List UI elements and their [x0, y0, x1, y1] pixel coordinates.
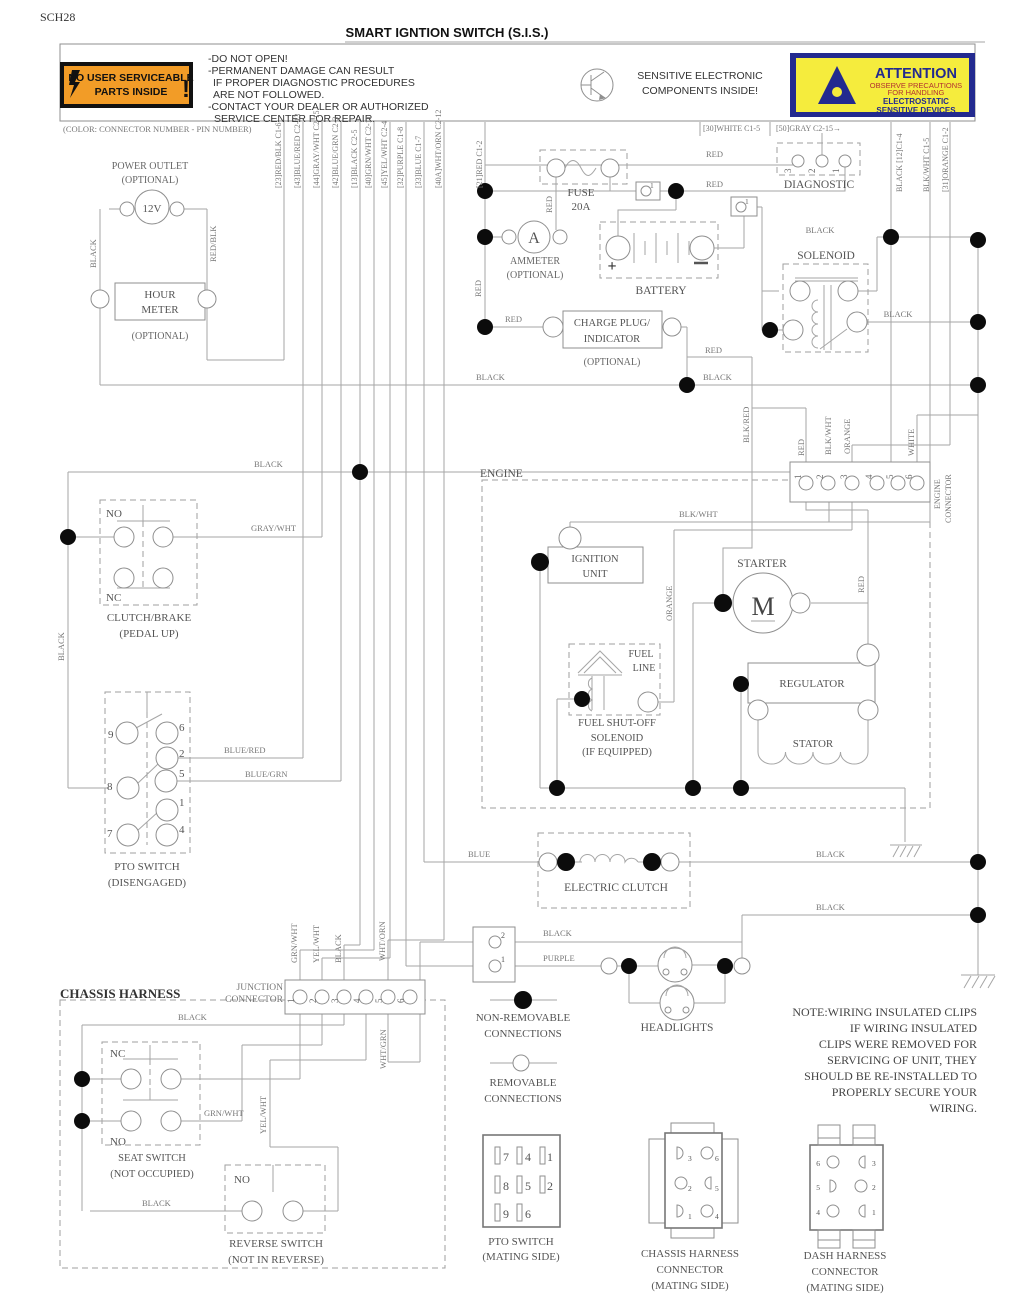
note-block: [792, 1005, 977, 1115]
pto-mating-label: PTO SWITCH: [488, 1236, 554, 1248]
charge-plug-label: INDICATOR: [583, 334, 641, 345]
no-user-serviceable-badge: [60, 62, 194, 108]
contact-label: NC: [110, 1048, 126, 1060]
pin-number: 1: [793, 474, 803, 479]
note-line: SERVICING OF UNIT, THEY: [827, 1053, 977, 1067]
electric-clutch-label: ELECTRIC CLUTCH: [564, 882, 668, 894]
attention-title: ATTENTION: [875, 66, 957, 82]
wire-label: [32]PURPLE C1-8: [396, 126, 405, 188]
pin-number: 6: [179, 722, 185, 734]
wire-label: [40A]WHT/ORN C2-12: [434, 109, 443, 188]
chassis-harness-title: CHASSIS HARNESS: [60, 986, 181, 1001]
contact-label: NO: [234, 1174, 250, 1186]
wire-label: WHT/GRN: [378, 1029, 388, 1069]
wire-label: [23]RED/BLK C1-6: [274, 122, 283, 188]
legend-label: CONNECTIONS: [484, 1028, 562, 1040]
wire-label: [50]GRAY C2-15→: [776, 124, 841, 133]
chassis-connector-sub: (MATING SIDE): [651, 1280, 729, 1292]
diagnostic-connector: [783, 168, 854, 191]
esd-hand-icon: [832, 87, 842, 97]
junction-connector-label: JUNCTION: [236, 983, 283, 993]
seat-switch-label: SEAT SWITCH: [118, 1153, 186, 1164]
legend-label: NON-REMOVABLE: [475, 1012, 571, 1024]
attention-label: [790, 53, 975, 117]
pin-number: 6: [525, 1207, 531, 1221]
dash-connector-sub: (MATING SIDE): [806, 1282, 884, 1294]
hour-meter-label: METER: [141, 304, 179, 316]
wire-label: GRN/WHT: [204, 1108, 244, 1118]
page-title: SMART IGNTION SWITCH (S.I.S.): [345, 25, 549, 40]
fuse-rating: 20A: [571, 201, 591, 213]
wire-label: BLACK: [703, 372, 732, 382]
pin-number: 5: [525, 1179, 531, 1193]
wire-label: BLACK: [142, 1198, 171, 1208]
pin-number: 5: [816, 1183, 820, 1192]
wire-label: BLACK: [476, 372, 505, 382]
legend-label: REMOVABLE: [489, 1077, 557, 1089]
wire-label: BLACK: [816, 902, 845, 912]
fuel-line-label: FUEL: [628, 649, 654, 660]
pin-number: 3: [872, 1159, 876, 1168]
seat-switch-sub: (NOT OCCUPIED): [110, 1169, 194, 1180]
attention-sub4: SENSITIVE DEVICES: [876, 106, 956, 115]
wire-label: RED: [796, 439, 806, 456]
pin-number: 2: [547, 1179, 553, 1193]
note-line: WIRING.: [929, 1101, 977, 1115]
warning-line: ARE NOT FOLLOWED.: [213, 89, 325, 101]
warning-panel: [60, 44, 975, 125]
sheet-id: SCH28: [40, 10, 76, 24]
pin-number: 5: [885, 474, 895, 479]
wire-label: BLUE/RED: [224, 745, 266, 755]
power-outlet-sub: (OPTIONAL): [121, 175, 179, 186]
wire-label: [31]ORANGE C1-2: [941, 127, 950, 192]
note-line: IF WIRING INSULATED: [849, 1021, 977, 1035]
wire-label: [13]BLACK C2-5: [350, 129, 359, 188]
pin-number: 1: [872, 1208, 876, 1217]
wire-label: BLACK: [254, 459, 283, 469]
stator-label: STATOR: [792, 738, 834, 750]
warning-line: -CONTACT YOUR DEALER OR AUTHORIZED: [208, 101, 429, 113]
dash-harness-connector: [804, 1125, 887, 1294]
reverse-switch-label: REVERSE SWITCH: [229, 1238, 323, 1250]
wire-label: RED: [705, 345, 722, 355]
wire-label: RED/BLK: [208, 225, 218, 262]
ammeter-sub: (OPTIONAL): [506, 270, 564, 281]
wire-label: BLUE/GRN: [245, 769, 288, 779]
pin-number: 9: [503, 1207, 509, 1221]
ignition-unit-label: UNIT: [582, 569, 608, 580]
clutch-brake-sub: (PEDAL UP): [119, 628, 179, 640]
attention-sub1: OBSERVE PRECAUTIONS: [869, 81, 963, 90]
wire-label: YEL/WHT: [311, 924, 321, 963]
ammeter-symbol: A: [528, 230, 540, 247]
contact-label: NO: [106, 508, 122, 520]
sensitive-line1: SENSITIVE ELECTRONIC: [637, 70, 763, 82]
engine-connector-label: CONNECTOR: [944, 474, 953, 523]
wire-label: GRAY/WHT: [251, 523, 297, 533]
seat-switch: [110, 1048, 194, 1180]
wire-label: [30]WHITE C1-5: [703, 124, 761, 133]
note-line: NOTE:WIRING INSULATED CLIPS: [792, 1005, 977, 1019]
wire-label: [21]RED C1-2: [475, 140, 484, 188]
pin-number: 1: [688, 1212, 692, 1221]
pin-number: 5: [715, 1184, 719, 1193]
warning-line: -DO NOT OPEN!: [208, 53, 288, 65]
contact-label: NC: [106, 592, 122, 604]
wire-label: BLACK: [543, 928, 572, 938]
wire-label: [44]GRAY/WHT C2-15: [312, 110, 321, 188]
pin-number: 1: [745, 197, 749, 206]
wire-label: PURPLE: [543, 953, 575, 963]
wire-label: RED: [473, 280, 483, 297]
pin-number: 5: [179, 768, 185, 780]
pin-number: 1: [831, 168, 841, 173]
dash-connector-label: DASH HARNESS: [803, 1250, 887, 1262]
pin-number: 6: [715, 1154, 719, 1163]
wire-label: [33]BLUE C1-7: [414, 135, 423, 188]
pin-number: 1: [547, 1150, 553, 1164]
pto-switch-sub: (DISENGAGED): [107, 877, 187, 889]
hour-meter-label: HOUR: [144, 289, 176, 301]
power-outlet-label: POWER OUTLET: [111, 161, 189, 172]
attention-sub3: ELECTROSTATIC: [883, 97, 949, 106]
fuel-shutoff-label: FUEL SHUT-OFF: [578, 718, 656, 729]
pin-number: 3: [783, 168, 793, 173]
note-line: CLIPS WERE REMOVED FOR: [818, 1037, 977, 1051]
regulator-label: REGULATOR: [779, 678, 845, 690]
wire-label: BLACK: [333, 934, 343, 963]
battery-label: BATTERY: [635, 285, 687, 297]
starter-symbol: M: [751, 592, 775, 621]
starter-label: STARTER: [737, 558, 787, 570]
engine-box: [482, 480, 930, 808]
wire-label: BLACK [12]C1-4: [895, 133, 904, 192]
pin-number: 6: [396, 998, 406, 1003]
warning-line: -PERMANENT DAMAGE CAN RESULT: [208, 65, 395, 77]
wire-label: [42]BLUE/GRN C2-3: [331, 116, 340, 188]
reverse-switch-sub: (NOT IN REVERSE): [228, 1254, 324, 1266]
wire-label: RED: [856, 576, 866, 593]
pin-number: 7: [503, 1150, 509, 1164]
pin-number: 4: [525, 1150, 531, 1164]
charge-plug: [574, 318, 650, 368]
chassis-connector-label: CHASSIS HARNESS: [640, 1248, 740, 1260]
pin-number: 4: [352, 998, 362, 1003]
wire-label: BLACK: [56, 632, 66, 661]
wire-label: BLK/WHT: [823, 416, 833, 455]
clutch-brake-label: CLUTCH/BRAKE: [106, 612, 192, 624]
pin-number: 3: [839, 474, 849, 479]
note-line: PROPERLY SECURE YOUR: [831, 1085, 977, 1099]
wire-label: ORANGE: [664, 585, 674, 621]
wire-label: BLK/RED: [741, 406, 751, 443]
color-note: (COLOR: CONNECTOR NUMBER - PIN NUMBER): [63, 124, 252, 134]
fuse-label: FUSE: [567, 187, 595, 199]
ignition-unit-label: IGNITION: [571, 554, 619, 565]
pin-number: 1: [650, 181, 654, 190]
charge-plug-sub: (OPTIONAL): [583, 357, 641, 368]
ammeter-label: AMMETER: [510, 256, 560, 267]
pto-switch-label: PTO SWITCH: [114, 861, 180, 873]
wire-label: BLACK: [805, 225, 835, 235]
warning-line: IF PROPER DIAGNOSTIC PROCEDURES: [213, 77, 415, 89]
pto-mating-sub: (MATING SIDE): [482, 1251, 560, 1263]
wire-label: WHITE: [906, 428, 916, 456]
reverse-switch: [228, 1174, 324, 1266]
pin-number: 1: [501, 955, 505, 964]
note-line: SHOULD BE RE-INSTALLED TO: [804, 1069, 977, 1083]
chassis-harness-connector: [641, 1123, 739, 1292]
wire-label: RED: [706, 149, 723, 159]
wire-label: RED: [505, 314, 522, 324]
legend-label: CONNECTIONS: [484, 1093, 562, 1105]
wire-label: [43]BLUE/RED C2-13: [293, 113, 302, 188]
wire-label: ORANGE: [842, 418, 852, 454]
hour-meter-sub: (OPTIONAL): [131, 331, 189, 342]
pin-number: 4: [816, 1208, 820, 1217]
wire-label: BLACK: [88, 239, 98, 268]
engine-connector-label: ENGINE: [933, 479, 942, 509]
pin-number: 2: [179, 748, 185, 760]
pin-number: 2: [815, 474, 825, 479]
pin-number: 2: [308, 998, 318, 1003]
pin-number: 8: [107, 781, 113, 793]
solenoid-label: SOLENOID: [797, 250, 855, 262]
fuel-shutoff-label: SOLENOID: [590, 733, 644, 744]
contact-label: NO: [110, 1136, 126, 1148]
fuel-shutoff-sub: (IF EQUIPPED): [582, 747, 652, 758]
badge-exclaim: !: [182, 76, 190, 103]
pin-number: 6: [904, 474, 914, 479]
pto-mating-connector: [482, 1135, 560, 1263]
attention-sub2: FOR HANDLING: [887, 88, 945, 97]
pin-number: 2: [688, 1184, 692, 1193]
pin-number: 9: [108, 729, 114, 741]
badge-line1: NO USER SERVICEABLE: [68, 72, 194, 84]
sensitive-line2: COMPONENTS INSIDE!: [641, 85, 759, 97]
wire-label: RED: [544, 196, 554, 213]
wire-label: BLK/WHT C1-5: [922, 137, 931, 192]
chassis-connector-label: CONNECTOR: [656, 1264, 724, 1276]
wire-label: BLACK: [816, 849, 845, 859]
wire-label: RED: [706, 179, 723, 189]
wire-label: BLK/WHT: [679, 509, 718, 519]
badge-line2: PARTS INSIDE: [94, 86, 168, 98]
pin-number: 8: [503, 1179, 509, 1193]
wire-label: GRN/WHT: [289, 923, 299, 963]
wire-label: YEL/WHT: [258, 1095, 268, 1134]
headlights-label: HEADLIGHTS: [640, 1022, 714, 1034]
headlight-pin-box: [473, 927, 515, 982]
pin-number: 2: [501, 931, 505, 940]
fuel-line-label: LINE: [632, 663, 656, 674]
charge-plug-label: CHARGE PLUG/: [573, 318, 651, 329]
power-outlet-value: 12V: [142, 203, 162, 215]
pin-number: 7: [107, 828, 113, 840]
dash-connector-label: CONNECTOR: [811, 1266, 879, 1278]
battery-plus-symbol: +: [607, 258, 617, 275]
junction-connector-label: CONNECTOR: [225, 995, 283, 1005]
pin-number: 6: [816, 1159, 820, 1168]
wire-label: [45]YEL/WHT C2-4: [380, 120, 389, 188]
pin-number: 1: [179, 797, 185, 809]
wire-label: BLUE: [468, 849, 491, 859]
pin-number: 3: [330, 998, 340, 1003]
pin-number: 4: [179, 824, 185, 836]
pin-number: 1: [286, 998, 296, 1003]
pin-number: 4: [864, 474, 874, 479]
pin-number: 4: [715, 1212, 719, 1221]
transistor-icon: [581, 69, 613, 101]
wire-label: [40]GRN/WHT C2-11: [364, 115, 373, 188]
pin-number: 5: [374, 998, 384, 1003]
wire-label: BLACK: [178, 1012, 207, 1022]
pin-number: 2: [872, 1183, 876, 1192]
pin-number: 2: [807, 168, 817, 173]
wire-label: BLACK: [883, 309, 913, 319]
engine-label: ENGINE: [480, 468, 523, 480]
wire-label: WHT/ORN: [377, 921, 387, 961]
pin-number: 3: [688, 1154, 692, 1163]
warning-line: SERVICE CENTER FOR REPAIR.: [214, 113, 376, 125]
headlamp-icon: [658, 947, 694, 1020]
diagnostic-label: DIAGNOSTIC: [783, 179, 855, 191]
